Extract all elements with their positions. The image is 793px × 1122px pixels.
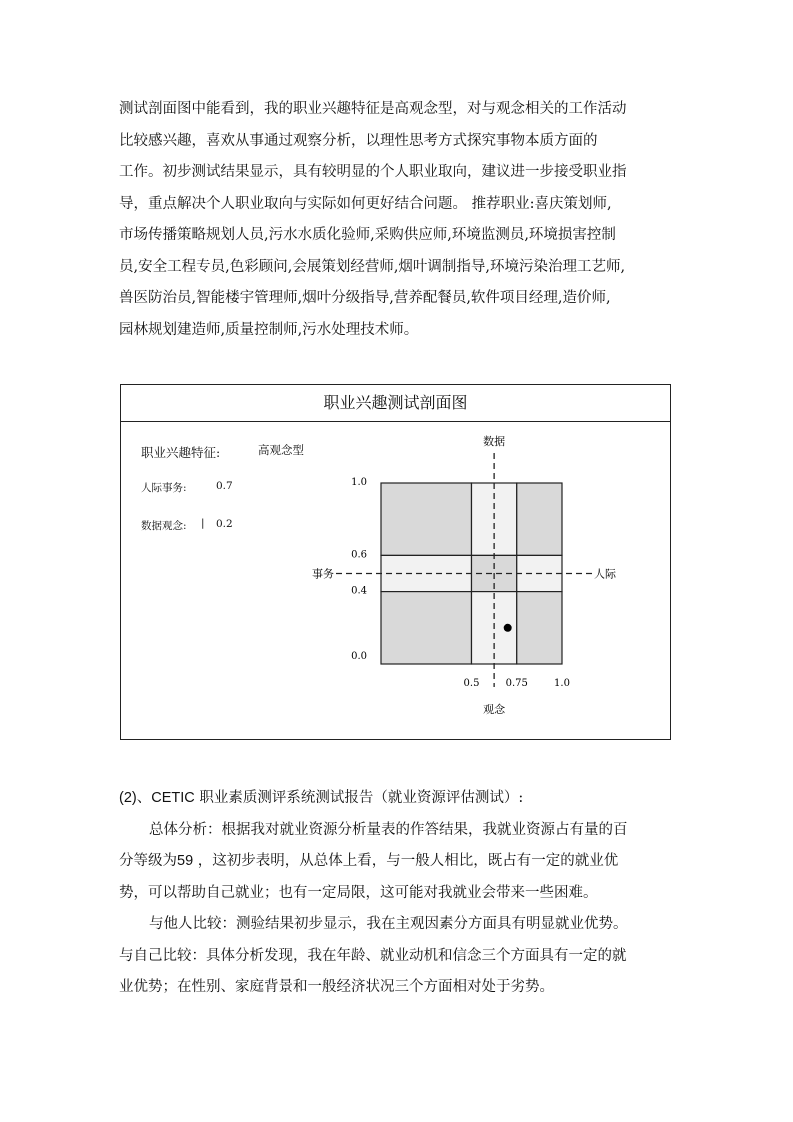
text-fragment: ，这初步表明，从总体上看，与一般人相比，既占有一定的就业优 [193,853,619,869]
renji-label: 人际事务: [141,482,187,494]
y-tick-label: 1.0 [351,477,367,488]
renji-value: 0.7 [216,480,233,492]
text-line: 测试剖面图中能看到，我的职业兴趣特征是高观念型，对与观念相关的工作活动 [119,101,627,117]
heading-prefix: (2)、CETIC [119,790,195,806]
text-line: 与自己比较：具体分析发现，我在年龄、就业动机和信念三个方面具有一定的就 [119,947,627,964]
text-line: 比较感兴趣，喜欢从事通过观察分析，以理性思考方式探究事物本质方面的 [119,132,598,149]
paragraph-career-interest [119,94,679,346]
text-line: 园林规划建造师,质量控制师,污水处理技术师。 [119,321,419,338]
y-tick-label: 0.0 [351,651,367,662]
x-tick-label: 1.0 [554,678,570,689]
text-line: 员,安全工程专员,色彩顾问,会展策划经营师,烟叶调制指导,环境污染治理工艺师, [119,258,626,275]
x-tick-label: 0.75 [505,678,528,689]
heading-text: 职业素质测评系统测试报告（就业资源评估测试）: [194,790,524,806]
axis-label-left: 事务 [312,567,334,581]
text-line: 市场传播策略规划人员,污水水质化验师,采购供应师,环境监测员,环境损害控制 [119,227,616,243]
y-tick-label: 0.6 [351,549,367,561]
text-line: 导，重点解决个人职业取向与实际如何更好结合问题。 推荐职业:喜庆策划师, [119,195,612,212]
grid-cell [517,483,562,555]
paragraph-employment-resources [119,783,679,1004]
interest-profile-figure [120,384,671,740]
x-tick-label: 0.5 [463,678,480,689]
text-fragment: 分等级为 [119,853,177,869]
text-line: 兽医防治员,智能楼宇管理师,烟叶分级指导,营养配餐员,软件项目经理,造价师, [119,290,611,306]
shuju-value: 0.2 [216,518,233,530]
text-line: 总体分析：根据我对就业资源分析量表的作答结果，我就业资源占有量的百 [149,821,628,838]
text-line: 与他人比较：测验结果初步显示，我在主观因素分方面具有明显就业优势。 [149,916,628,932]
axis-label-bottom: 观念 [483,703,506,716]
grid-cell [381,592,472,664]
text-line: 势，可以帮助自己就业；也有一定局限，这可能对我就业会带来一些困难。 [119,884,598,901]
axis-label-right: 人际 [594,567,616,581]
y-tick-label: 0.4 [351,585,367,597]
grid-cell [381,483,472,555]
figure-title: 职业兴趣测试剖面图 [121,385,670,422]
section-heading [119,783,679,815]
data-point [504,624,512,632]
profile-chart [121,385,672,741]
text-line: 业优势；在性别、家庭背景和一般经济状况三个方面相对处于劣势。 [119,979,554,995]
text-cursor: | [201,517,205,529]
feature-value: 高观念型 [258,443,304,457]
grid-cell [517,592,562,664]
text-line: 工作。初步测试结果显示，具有较明显的个人职业取向，建议进一步接受职业指 [119,164,627,180]
text-line [119,846,679,878]
shuju-label: 数据观念: [141,520,187,532]
feature-label: 职业兴趣特征: [141,445,221,460]
percentile-value: 59 [177,853,194,869]
axis-label-top: 数据 [483,435,506,448]
